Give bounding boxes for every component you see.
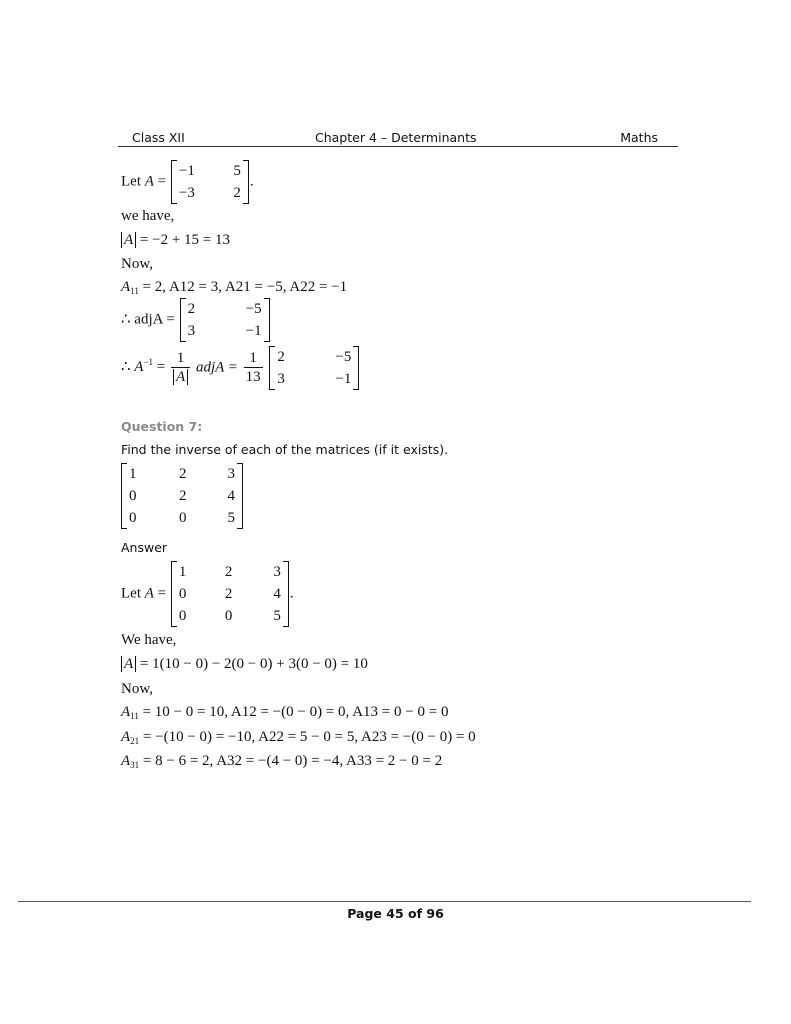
question-matrix-line [120, 463, 244, 529]
matrix-cell: 1 [129, 466, 137, 482]
matrix-cell: −1 [178, 163, 195, 179]
footer-rule [18, 901, 751, 902]
cofactor-row-3: $A_{31} = 8 - 6 = 2$, A32 = −(4 − 0) = −4, A33 = 2 − 0 = 2 [121, 753, 443, 770]
matrix-cell: 4 [227, 488, 235, 504]
matrix-name: A [144, 585, 154, 602]
cofactors-line: $A_{11} = 2$, A12 = 3, A21 = −5, A22 = −1 [121, 279, 348, 296]
inverse-line [121, 346, 360, 390]
cofactor-row-1: $A_{11} = 10 - 0 = 10$, A12 = −(0 − 0) = 0, A13 = 0 − 0 = 0 [121, 704, 449, 721]
question-text: Find the inverse of each of the matrices (if it exists). [121, 442, 449, 457]
matrix-A-2x2 [171, 160, 249, 204]
matrix-cell: 3 [227, 466, 235, 482]
adj-text: adjA = [195, 359, 238, 376]
matrix-cell: 5 [273, 608, 281, 624]
matrix-cell: −1 [335, 371, 352, 387]
matrix-cell: 2 [187, 301, 196, 317]
page-number: Page 45 of 96 [347, 906, 444, 921]
matrix-cell: 2 [277, 349, 285, 365]
matrix-cell: 3 [187, 323, 196, 339]
matrix-cell: 3 [277, 371, 285, 387]
matrix-cell: −5 [245, 301, 262, 317]
determinant-line: A = −2 + 15 = 13 [121, 231, 230, 249]
answer-now-line: Now, [121, 681, 153, 697]
answer-label: Answer [121, 540, 168, 555]
matrix-cell: 0 [178, 586, 187, 602]
matrix-cell: 0 [224, 608, 233, 624]
matrix-cell: 4 [273, 586, 281, 602]
matrix-cell: −5 [335, 349, 352, 365]
inverse-label: ∴ $A^{-1}$ = [121, 357, 166, 376]
adjoint-label: ∴ adjA = [121, 311, 175, 328]
matrix-cell: 0 [178, 608, 187, 624]
matrix-cell: 2 [179, 488, 187, 504]
question-title: Question 7: [121, 419, 203, 434]
matrix-cell: −3 [178, 185, 195, 201]
let-label: Let [121, 585, 141, 602]
matrix-cell: −1 [245, 323, 262, 339]
matrix-cell: 3 [273, 564, 281, 580]
header-chapter: Chapter 4 – Determinants [315, 130, 477, 145]
header-rule [118, 146, 678, 147]
answer-determinant-expr: = 1(10 − 0) − 2(0 − 0) + 3(0 − 0) = 10 [139, 656, 368, 672]
cofactor-row-2-text: = −(10 − 0) = −10, A22 = 5 − 0 = 5, A23 = −(0 − 0) = 0 [142, 729, 476, 745]
cofactor-row-2: $A_{21} = -(10 - 0) = -10$, A22 = 5 − 0 = 5, A23 = −(0 − 0) = 0 [121, 729, 476, 746]
matrix-cell: 1 [178, 564, 187, 580]
adjoint-line [121, 298, 271, 342]
fraction-one-over-detA: $\frac{1}{A}$ [171, 350, 190, 386]
matrix-cell: 5 [233, 163, 241, 179]
cofactor-row-1-text: = 10 − 0 = 10, A12 = −(0 − 0) = 0, A13 = 0 − 0 = 0 [142, 704, 449, 720]
matrix-cell: 5 [227, 510, 235, 526]
matrix-cell: 2 [224, 586, 233, 602]
matrix-cell: 0 [129, 488, 137, 504]
answer-matrix-A-3x3 [171, 561, 289, 627]
determinant-value: = −2 + 15 = 13 [139, 232, 231, 248]
fraction-one-over-13: $\frac{1}{13}$ [245, 350, 261, 385]
question-matrix [121, 463, 243, 529]
period: . [289, 585, 294, 602]
page-header [118, 130, 676, 146]
matrix-cell: 0 [179, 510, 187, 526]
now-line: Now, [121, 256, 153, 272]
let-matrix-line: Let A = −1 5 −3 2 . [121, 160, 254, 204]
header-subject: Maths [620, 130, 658, 145]
matrix-cell: 0 [129, 510, 137, 526]
answer-determinant-line: A = 1(10 − 0) − 2(0 − 0) + 3(0 − 0) = 10 [121, 655, 368, 673]
answer-we-have-line: We have, [121, 632, 177, 648]
adjoint-matrix [180, 298, 270, 342]
period: . [249, 173, 254, 190]
inverse-matrix [269, 346, 359, 390]
cofactor-row-3-text: = 8 − 6 = 2, A32 = −(4 − 0) = −4, A33 = 2 − 0 = 2 [142, 753, 443, 769]
header-class: Class XII [132, 130, 185, 145]
fraction-numerator: 1 [171, 350, 190, 368]
answer-let-line: Let A = 1 2 3 0 2 4 0 0 5 . [121, 561, 294, 627]
matrix-cell: 2 [179, 466, 187, 482]
matrix-name: A [144, 173, 154, 190]
we-have-line: we have, [121, 208, 175, 224]
cofactors-text: = 2, A12 = 3, A21 = −5, A22 = −1 [142, 279, 348, 295]
matrix-cell: 2 [224, 564, 233, 580]
let-label: Let [121, 173, 141, 190]
matrix-cell: 2 [233, 185, 241, 201]
